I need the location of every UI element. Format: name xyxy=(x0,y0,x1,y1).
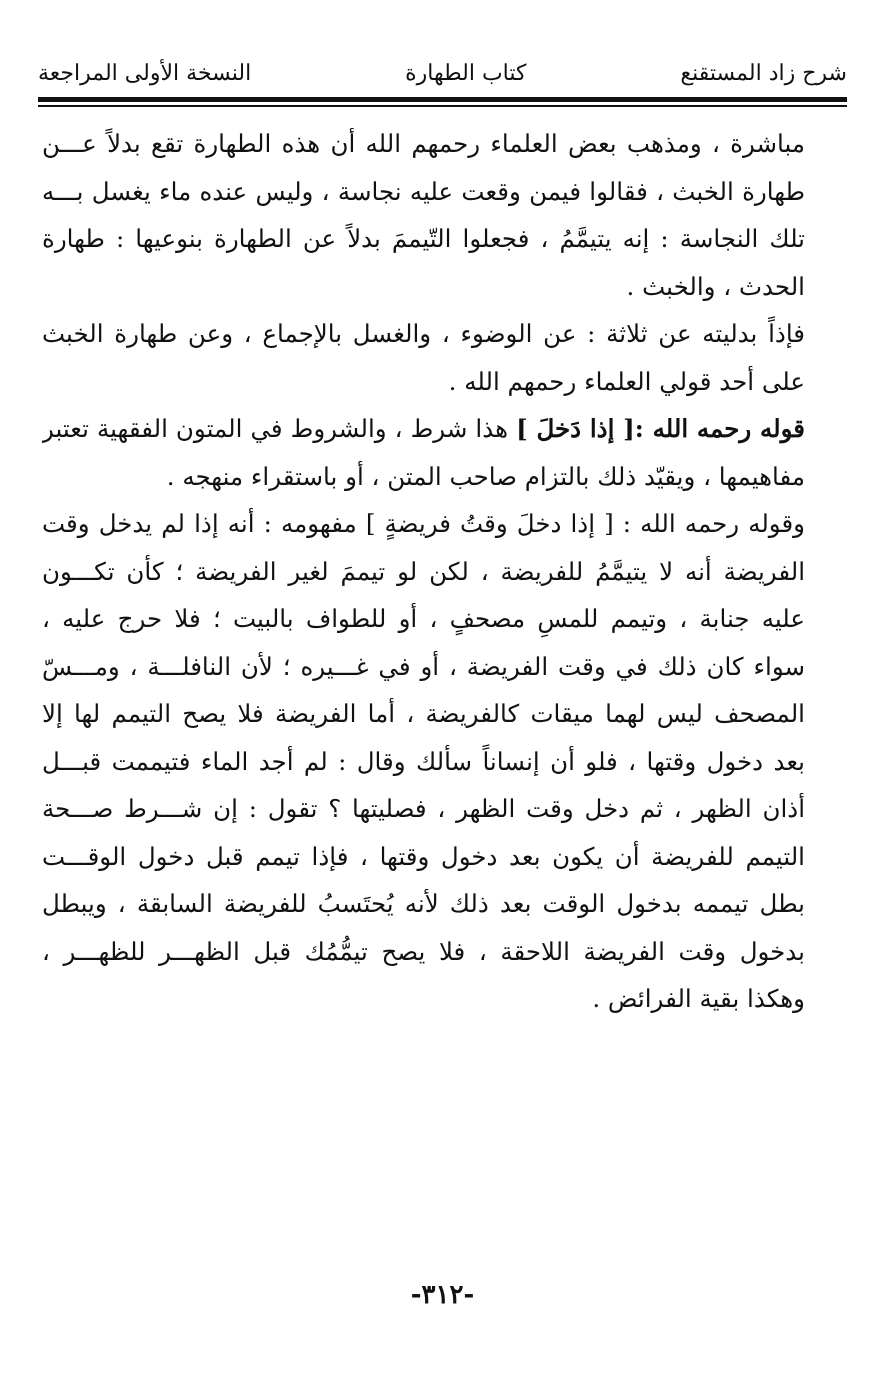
text-line: وهكذا بقية الفرائض . xyxy=(592,984,805,1013)
header-chapter: كتاب الطهارة xyxy=(405,60,527,86)
text-line: مباشرة ، ومذهب بعض العلماء رحمهم الله أن هذه الطهارة تقع بدلاً عـــن xyxy=(42,129,805,158)
text-line: مفاهيمها ، ويقيّد ذلك بالتزام صاحب المتن ، أو باستقراء منهجه . xyxy=(166,461,805,491)
body-text xyxy=(42,120,805,1023)
text-line: بطل تيممه بدخول الوقت بعد ذلك لأنه يُحتَسبُ للفريضة السابقة ، ويبطل xyxy=(42,889,805,918)
text-line: سواء كان ذلك في وقت الفريضة ، أو في غـــيره ؛ لأن النافلـــة ، ومـــسّ xyxy=(42,651,805,681)
text-line: عليه جنابة ، وتيمم للمسِ مصحفٍ ، أو للطواف بالبيت ؛ فلا حرج عليه ، xyxy=(42,604,805,633)
header-rule-thin xyxy=(38,105,847,107)
header-book-title: شرح زاد المستقنع xyxy=(680,60,847,86)
header-rule-thick xyxy=(38,97,847,102)
text-line: المصحف ليس لهما ميقات كالفريضة ، أما الفريضة فلا يصح التيمم لها إلا xyxy=(42,699,805,728)
text-line: بدخول وقت الفريضة اللاحقة ، فلا يصح تيمُّمُك قبل الظهـــر للظهـــر ، xyxy=(42,936,805,966)
text-line: الفريضة أنه لا يتيمَّمُ للفريضة ، لكن لو تيممَ لغير الفريضة ؛ كأن تكـــون xyxy=(42,556,805,586)
text-line: طهارة الخبث ، فقالوا فيمن وقعت عليه نجاسة ، وليس عنده ماء يغسل بـــه xyxy=(42,176,805,206)
header-edition: النسخة الأولى المراجعة xyxy=(38,60,252,86)
text-line-rest: هذا شرط ، والشروط في المتون الفقهية تعتبر xyxy=(42,414,508,443)
text-line: فإذاً بدليته عن ثلاثة : عن الوضوء ، والغسل بالإجماع ، وعن طهارة الخبث xyxy=(42,319,805,348)
text-line: الحدث ، والخبث . xyxy=(626,271,805,301)
text-line: أذان الظهر ، ثم دخل وقت الظهر ، فصليتها ؟ تقول : إن شـــرط صـــحة xyxy=(42,794,805,823)
text-line xyxy=(42,405,805,453)
text-line: بعد دخول وقتها ، فلو أن إنساناً سألك وقال : لم أجد الماء فتيممت قبـــل xyxy=(42,746,805,776)
text-line: التيمم للفريضة أن يكون بعد دخول وقتها ، فإذا تيمم قبل دخول الوقـــت xyxy=(42,841,805,871)
running-header xyxy=(38,52,847,94)
bold-quote-lead: قوله رحمه الله :[ إذا دَخلَ ] xyxy=(516,414,805,443)
text-line: تلك النجاسة : إنه يتيمَّمُ ، فجعلوا التّيممَ بدلاً عن الطهارة بنوعيها : طهارة xyxy=(42,224,805,253)
page-number: -٣١٢- xyxy=(410,1280,475,1310)
text-line: وقوله رحمه الله : [ إذا دخلَ وقتُ فريضةٍ ] مفهومه : أنه إذا لم يدخل وقت xyxy=(42,509,805,538)
text-line: على أحد قولي العلماء رحمهم الله . xyxy=(448,366,805,396)
